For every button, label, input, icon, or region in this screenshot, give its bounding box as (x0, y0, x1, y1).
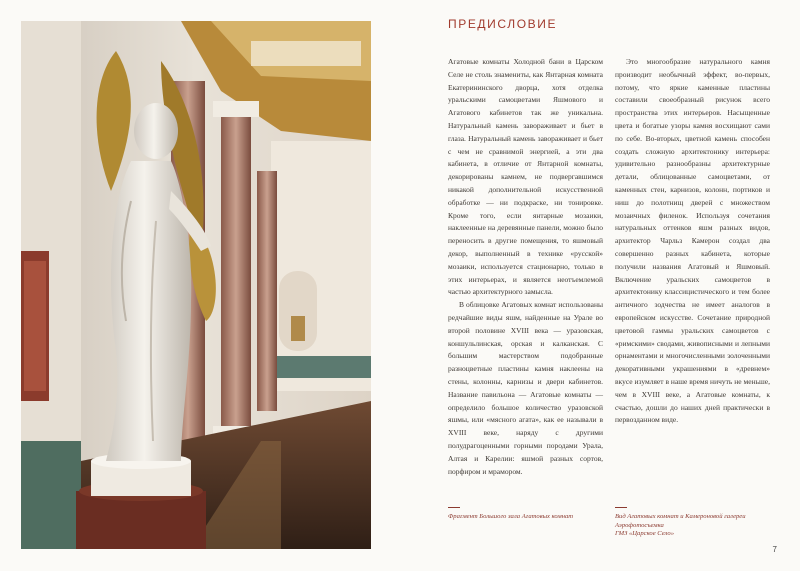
page-heading: ПРЕДИСЛОВИЕ (448, 17, 558, 31)
text-column-left (448, 56, 603, 478)
statue-interior-illustration (21, 21, 371, 549)
caption-left: Фрагмент Большого зала Агатовых комнат (448, 513, 574, 520)
page-number: 7 (772, 545, 777, 554)
interior-photo (21, 21, 371, 549)
paragraph: Агатовые комнаты Холодной бани в Царском Селе не столь знамениты, как Янтарная комната Екатерининского дворца, хотя отделка уральскими самоцветами Яшмового и Агатового кабинетов так же уникальна. Натуральный камень завораживает и бьет в глаза. Натуральный камень завораживает и бьет с чем не сравнимой энергией, а эти два кабинета, в отличие от Янтарной комнаты, декорированы камнем, не подвергавшимся никакой дополнительной искусственной обработке — ни подкраске, ни тонировке. Кроме того, если янтарные мозаики, наклеенные на деревянные панели, можно было переносить в другие помещения, то яшмовый декор, выполненный в технике «русской» мозаики, используется стационарно, только в этих интерьерах, и является неотъемлемой частью архитектурного замысла. (448, 57, 603, 297)
caption-rule (615, 507, 627, 508)
text-column-right (615, 56, 770, 427)
paragraph: Это многообразие натурального камня производит необычный эффект, во-первых, потому, что яркие каменные пластины составили своеобразный рисунок всего пространства этих интерьеров. Насыщенные цвета и богатые узоры камня восхищают сами по себе. Во-вторых, цветной камень способен создать сложную архитектонику интерьера: удивительно разнообразны архитектурные детали, облицованные самоцветами, от каменных стен, карнизов, колонн, портиков и ниш до полотнищ дверей с множеством мозаичных филенок. Используя сочетания натуральных оттенков яшм разных видов, архитектор Чарльз Камерон создал два совершенно разных кабинета, которые получили названия Агатовый и Яшмовый. Включение уральских самоцветов в архитектонику классицистического и тем более античного зодчества не имеет аналогов в европейском искусстве. Сочетание природной цветовой гаммы уральских самоцветов с «римскими» сводами, живописными и лепными орнаментами и многочисленными золоченными декоративными украшениями в «древнем» вкусе изумляет в наше время ничуть не меньше, чем в XVIII веке, а Агатовые комнаты, к счастью, дошли до наших дней практически в первозданном виде. (615, 57, 770, 425)
paragraph: В облицовке Агатовых комнат использованы редчайшие виды яшм, найденные на Урале во второй половине XVIII века — уразовская, коншульлинская, орская и калканская. С большим мастерством подобранные разноцветные пластины камня наклеены на стены, колонны, карнизы и двери кабинетов. Название павильона — Агатовые комнаты — определило большое количество уразовской яшмы, или «мясного агата», как ее называли в XVIII веке, наряду с другими полудрагоценными горными породами Урала, Алтая и Карелии: яшмой разных сортов, порфиром и мрамором. (448, 300, 603, 476)
caption-right: Вид Агатовых комнат и Камероновой галереи Аэрофотосъемка ГМЗ «Царское Село» (615, 513, 746, 538)
caption-rule (448, 507, 460, 508)
